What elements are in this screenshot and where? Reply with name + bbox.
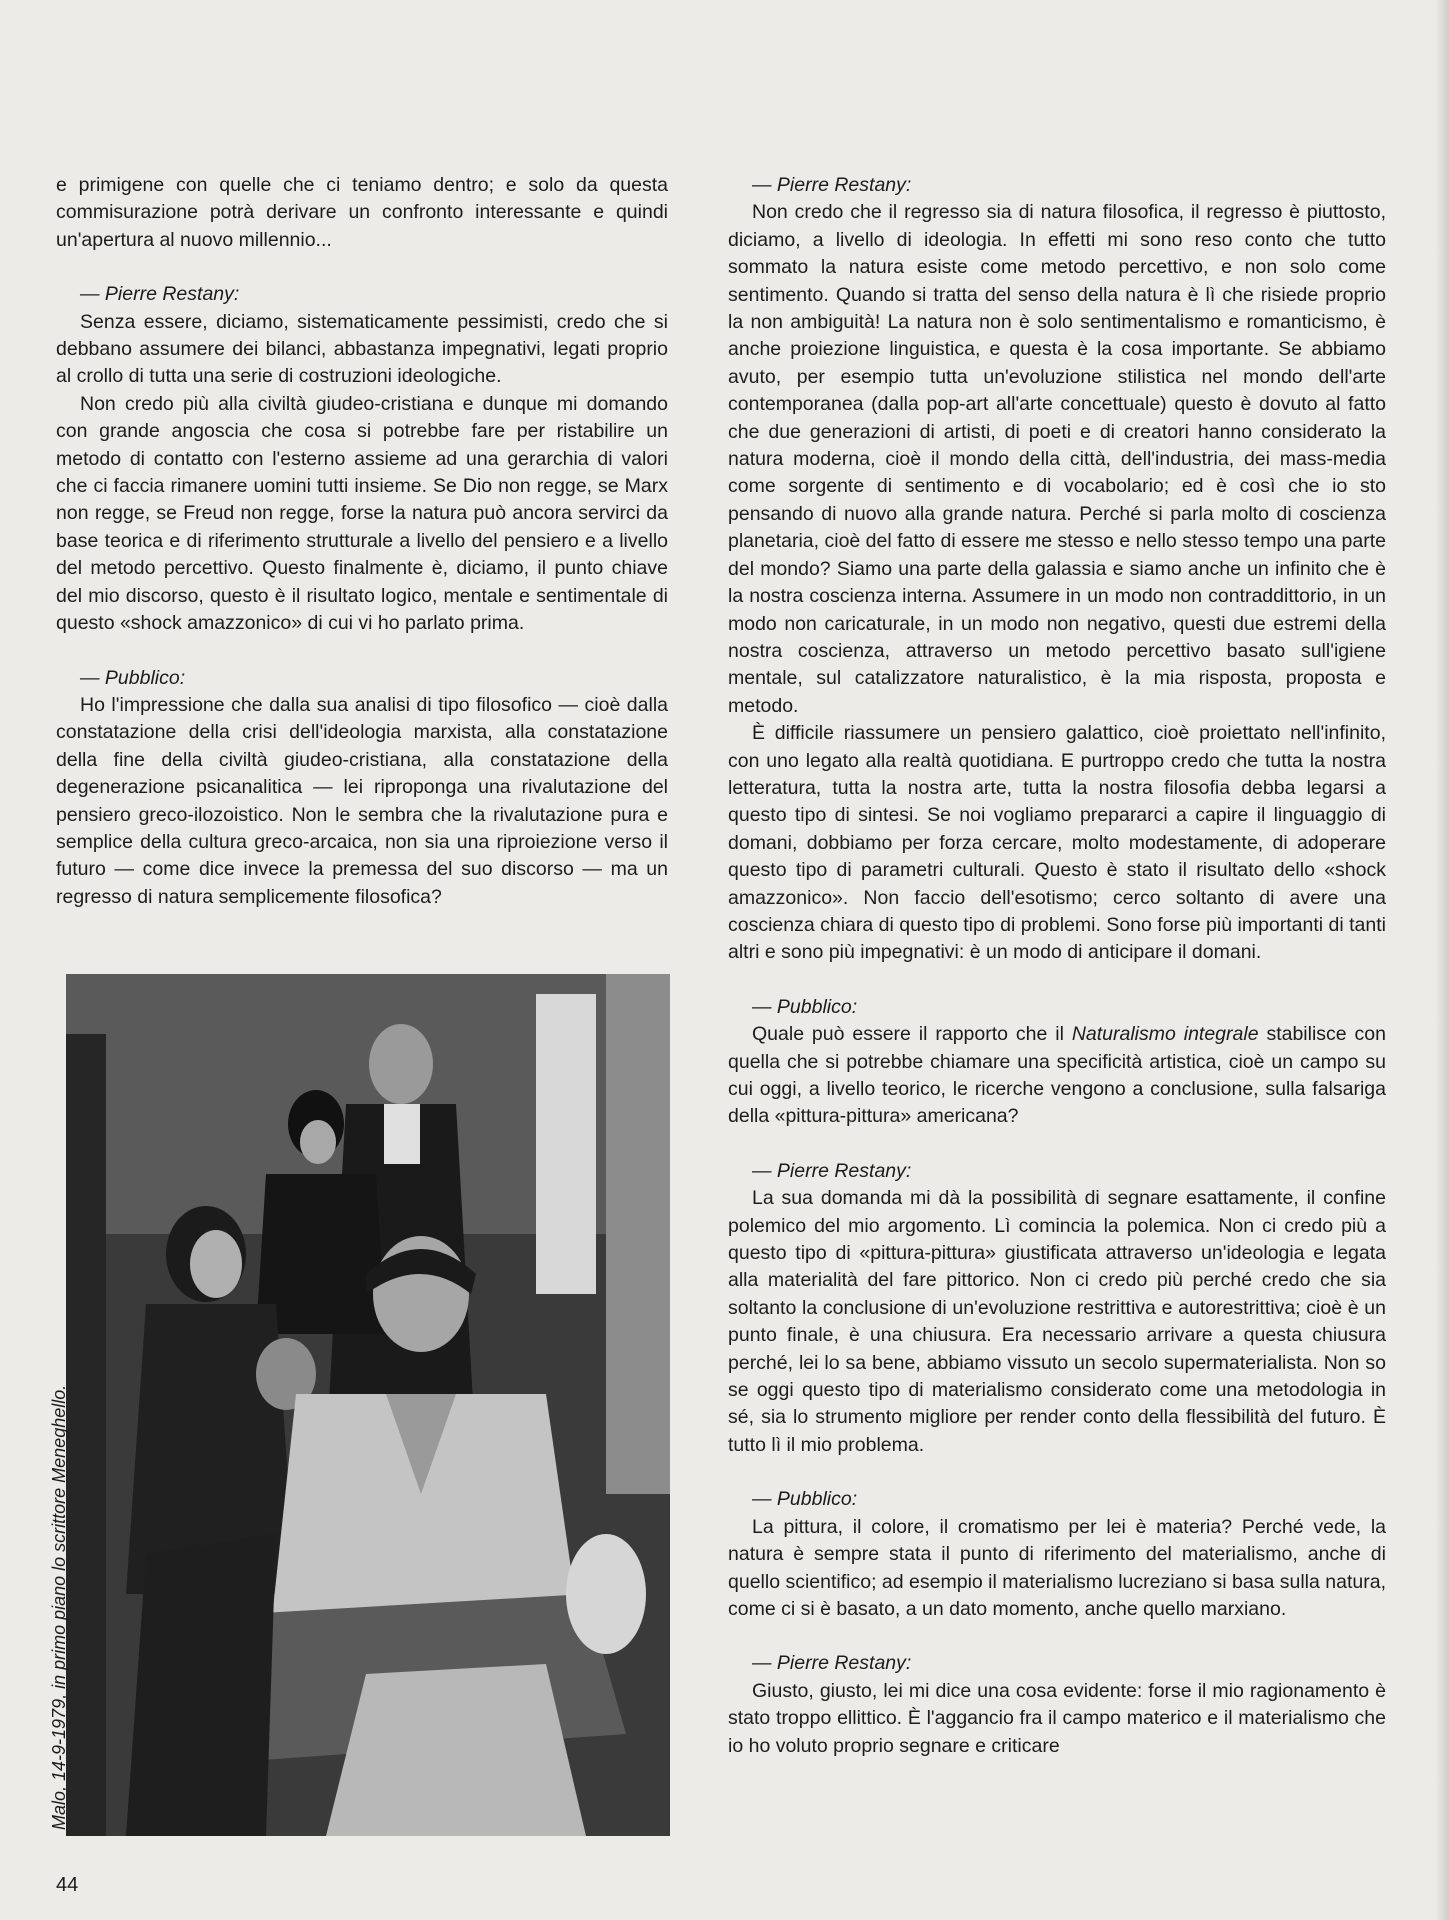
event-photograph [66,974,670,1836]
speaker-label: — Pierre Restany: [752,1159,912,1182]
paragraph: La sua domanda mi dà la possibilità di segnare esattamente, il confine polemico del mio argomento. Lì comincia la polemica. Non ci credo più a questo tipo di «pittura-pittura» giustificata attraverso un'ideologia e legata alla materialità del fare pittorico. Non ci credo più perché credo che sia soltanto la conclusione di un'evoluzione restrittiva e autorestrittiva; cioè è un punto finale, è una chiusura. Era necessario arrivare a questa chiusura perché, lei lo sa bene, abbiamo vissuto un secolo supermaterialista. Non so se oggi questo tipo di materialismo considerato come una metodologia in sé, sia lo strumento migliore per render conto della flessibilità del futuro. È tutto lì il mio problema. [728,1187,1386,1456]
page-number: 44 [56,1874,79,1896]
page-edge-shadow [1435,0,1449,1920]
continued-paragraph: e primigene con quelle che ci teniamo dentro; e solo da questa commisurazione potrà derivare un confronto interessante e quindi un'apertura al nuovo millennio... [56,174,668,251]
paragraph: È difficile riassumere un pensiero galattico, cioè proiettato nell'infinito, con uno legato alla realtà quotidiana. E purtroppo credo che tutta la nostra letteratura, tutta la nostra arte, tutta la nostra filosofia debba legarsi a questo tipo di sintesi. Se noi vogliamo prepararci a capire il linguaggio di domani, dobbiamo per forza cercare, molto modestamente, di adoperare questo tipo di parametri culturali. Questo è stato il risultato dello «shock amazzonico». Non faccio dell'esotismo; cerco soltanto di avere una coscienza chiara di questo tipo di problemi. Sono forse più importanti di tanti altri e sono più impegnativi: è un modo di anticipare il domani. [728,722,1386,964]
text-run: Quale può essere il rapporto che il [752,1023,1072,1046]
paragraph: La pittura, il colore, il cromatismo per lei è materia? Perché vede, la natura è sempre stata il punto di riferimento del materialismo, anche di quello scientifico; ad esempio il materialismo lucreziano si basa sulla natura, come ci si è basato, a un dato momento, anche quello marxiano. [728,1515,1386,1620]
speaker-label: — Pierre Restany: [752,1652,912,1675]
photo-caption: Malo, 14-9-1979, in primo piano lo scrittore Meneghello. [49,1384,69,1830]
paragraph: Non credo più alla civiltà giudeo-cristiana e dunque mi domando con grande angoscia che cosa si potrebbe fare per ristabilire un metodo di contatto con l'esterno assieme ad una gerarchia di valori che ci faccia rimanere uomini tutti insieme. Se Dio non regge, se Marx non regge, se Freud non regge, forse la natura può ancora servirci da base teorica e di riferimento strutturale a livello del pensiero e a livello del metodo percettivo. Questo finalmente è, diciamo, il punto chiave del mio discorso, questo è il risultato logico, mentale e sentimentale di questo «shock amazzonico» di cui vi ho parlato prima. [56,392,668,635]
speaker-label: — Pubblico: [752,995,858,1018]
speaker-label: — Pubblico: [80,666,186,689]
text-run: stabilisce con quella che si potrebbe chiamare una specificità artistica, cioè un campo su cui oggi, a livello teorico, le ricerche vengono a conclusione, sulla falsariga della «pittura-pittura» americana? [728,1023,1386,1128]
speaker-label: — Pierre Restany: [80,283,240,306]
paragraph: Giusto, giusto, lei mi dice una cosa evidente: forse il mio ragionamento è stato troppo ellittico. È l'aggancio fra il campo materico e il materialismo che io ho voluto proprio segnare e criticare [728,1679,1386,1757]
right-text-column [728,172,1386,1760]
paragraph: Non credo che il regresso sia di natura filosofica, il regresso è piuttosto, diciamo, a livello di ideologia. In effetti mi sono reso conto che tutto sommato la natura esiste come metodo percettivo, e non solo come sentimento. Quando si tratta del senso della natura è lì che risiede proprio la non ambiguità! La natura non è solo sentimentalismo e romanticismo, è anche proiezione linguistica, e questa è la cosa importante. Se abbiamo avuto, per esempio tutta un'evoluzione stilistica nel mondo dell'arte contemporanea (dalla pop-art all'arte concettuale) questo è dovuto al fatto che due generazioni di artisti, di poeti e di creatori hanno considerato la natura moderna, cioè il mondo della città, dell'industria, dei mass-media come sorgente di sentimento e di vocabolario; ed è così che io sto pensando di nuovo alla grande natura. Perché si parla molto di coscienza planetaria, cioè del fatto di essere me stesso e nello stesso tempo una parte del mondo? Siamo una parte della galassia e siamo anche un infinito che è la nostra coscienza interna. Assumere in un modo non contraddittorio, in un modo non caricaturale, in un modo non negativo, questi due estremi della nostra coscienza, attraverso un metodo percettivo basato sull'igiene mentale, sul catalizzatore naturalistico, è la mia risposta, proposta e metodo. [728,201,1386,717]
paragraph: Ho l'impressione che dalla sua analisi di tipo filosofico — cioè dalla constatazione della crisi dell'ideologia marxista, alla constatazione della fine della civiltà giudeo-cristiana, alla constatazione della degenerazione psicanalitica — lei riproponga una rivalutazione del pensiero greco-ilozoistico. Non le sembra che la rivalutazione pura e semplice della cultura greco-arcaica, non sia una riproiezione verso il futuro — come dice invece la premessa del suo discorso — ma un regresso di natura semplicemente filosofica? [56,693,668,908]
speaker-label: — Pierre Restany: [752,174,912,196]
paragraph: Senza essere, diciamo, sistematicamente pessimisti, credo che si debbano assumere dei bilanci, abbastanza impegnativi, legati proprio al crollo di tutta una serie di costruzioni ideologiche. [56,310,668,388]
left-text-column [56,172,668,911]
speaker-label: — Pubblico: [752,1488,858,1511]
italic-title: Naturalismo integrale [1071,1023,1259,1046]
paragraph [728,1021,1386,1131]
